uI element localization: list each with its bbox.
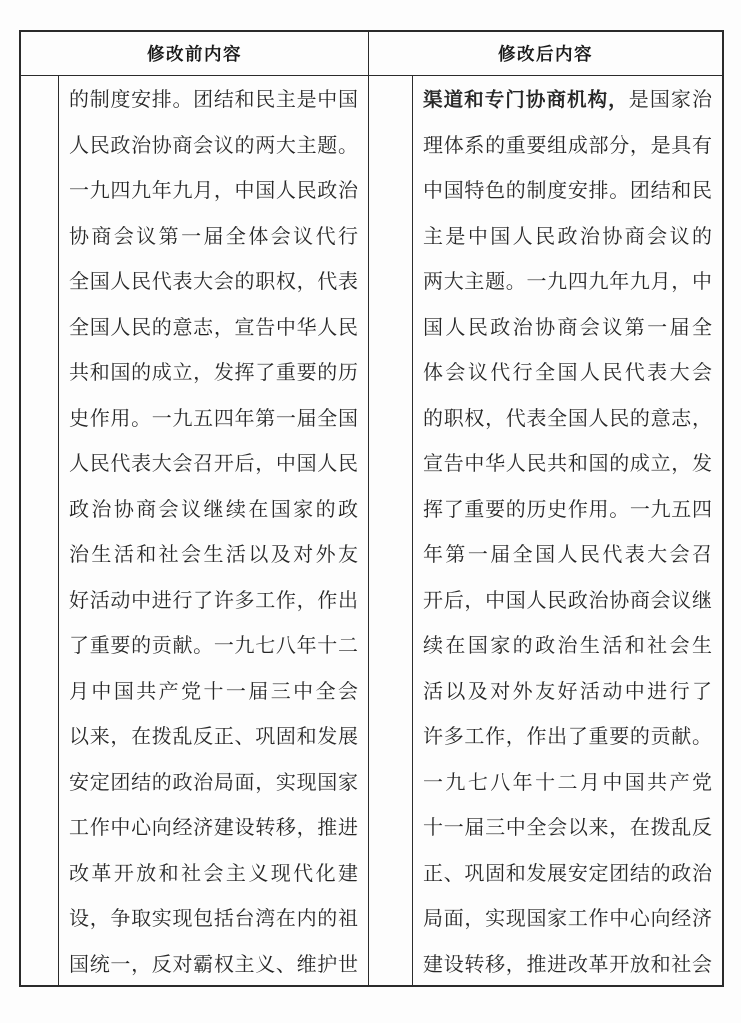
before-text-line: 全国人民的意志，宣告中华人民 — [69, 316, 358, 339]
before-text-line: 以来，在拨乱反正、巩固和发展 — [69, 726, 358, 748]
before-text-line: 好活动中进行了许多工作，作出 — [69, 589, 358, 612]
after-text-line: 许多工作，作出了重要的贡献。 — [423, 726, 712, 748]
comparison-table — [19, 30, 724, 987]
after-text-line: 正、巩固和发展安定团结的政治 — [423, 862, 712, 885]
after-text-line: 十一届三中全会以来，在拨乱反 — [423, 817, 712, 839]
before-text-line: 史作用。一九五四年第一届全国 — [69, 407, 358, 430]
table-header-row — [21, 32, 722, 76]
before-text-line: 月中国共产党十一届三中全会 — [69, 680, 358, 703]
after-text-line: 中国特色的制度安排。团结和民 — [423, 180, 712, 202]
after-text-line: 体会议代行全国人民代表大会 — [423, 362, 712, 384]
after-text-line: 两大主题。一九四九年九月，中 — [423, 271, 712, 293]
before-text-line: 的制度安排。团结和民主是中国 — [69, 89, 358, 111]
header-cell-before — [21, 32, 369, 75]
after-text-line-first — [423, 78, 712, 124]
before-number-column — [21, 76, 59, 985]
before-text-line: 安定团结的政治局面，实现国家 — [69, 771, 358, 794]
after-text-line: 理体系的重要组成部分，是具有 — [423, 134, 712, 157]
after-text-line: 局面，实现国家工作中心向经济 — [423, 908, 712, 930]
header-before-label: 修改前内容 — [147, 44, 242, 64]
after-first-line-bold-segment: 渠道和专门协商机构， — [423, 89, 629, 111]
before-text-line: 治生活和社会生活以及对外友 — [69, 544, 358, 566]
after-first-line-regular-segment: 是国家治 — [628, 89, 712, 111]
after-text-line: 主是中国人民政治协商会议的 — [423, 225, 712, 248]
after-text-line: 的职权，代表全国人民的意志， — [423, 407, 712, 430]
before-text-line: 国统一，反对霸权主义、维护世 — [69, 953, 358, 976]
after-number-column — [369, 76, 413, 985]
after-text-line: 国人民政治协商会议第一届全 — [423, 316, 712, 339]
before-text-line: 设，争取实现包括台湾在内的祖 — [69, 908, 358, 930]
before-text-line: 协商会议第一届全体会议代行 — [69, 225, 358, 248]
after-text-line: 宣告中华人民共和国的成立，发 — [423, 453, 712, 475]
before-text-line: 一九四九年九月，中国人民政治 — [69, 180, 358, 202]
after-text-line: 开后，中国人民政治协商会议继 — [423, 589, 712, 612]
header-cell-after — [369, 32, 722, 75]
before-text-line: 人民代表大会召开后，中国人民 — [69, 453, 358, 475]
after-text-line: 一九七八年十二月中国共产党 — [423, 771, 712, 794]
before-text-line: 了重要的贡献。一九七八年十二 — [69, 635, 358, 657]
after-text-line: 挥了重要的历史作用。一九五四 — [423, 498, 712, 521]
after-text-line: 年第一届全国人民代表大会召 — [423, 544, 712, 566]
header-after-label: 修改后内容 — [498, 44, 593, 64]
before-text-column — [59, 76, 369, 985]
after-text-line: 续在国家的政治生活和社会生 — [423, 635, 712, 657]
before-text-line: 政治协商会议继续在国家的政 — [69, 498, 358, 521]
table-body-row — [21, 76, 722, 985]
before-text-line: 人民政治协商会议的两大主题。 — [69, 134, 358, 157]
before-text-line: 工作中心向经济建设转移，推进 — [69, 817, 358, 839]
after-text-line: 活以及对外友好活动中进行了 — [423, 680, 712, 703]
before-text-line: 全国人民代表大会的职权，代表 — [69, 271, 358, 293]
before-text-line: 改革开放和社会主义现代化建 — [69, 862, 358, 885]
after-text-line: 建设转移，推进改革开放和社会 — [423, 953, 712, 976]
before-text-line: 共和国的成立，发挥了重要的历 — [69, 362, 358, 384]
after-text-column — [413, 76, 722, 985]
